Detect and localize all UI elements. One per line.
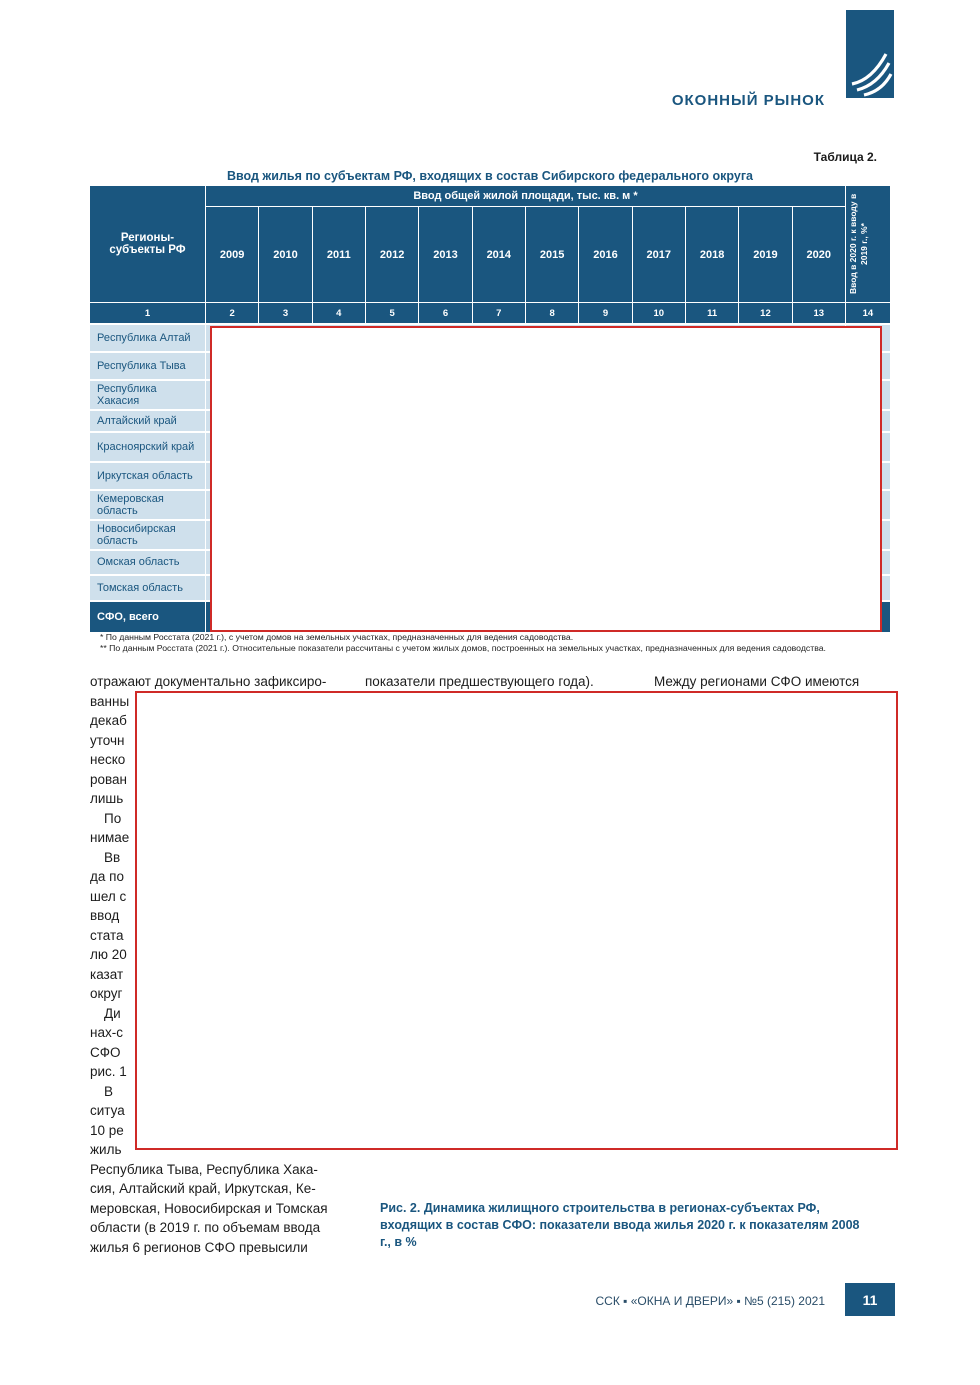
article-line: рис. 1 bbox=[90, 1064, 127, 1079]
column-number: 5 bbox=[366, 303, 418, 323]
article-line: декаб bbox=[90, 713, 127, 728]
span-column-header: Ввод общей жилой площади, тыс. кв. м * bbox=[206, 186, 845, 206]
article-line: Вв bbox=[104, 849, 121, 865]
article-line: ввод bbox=[90, 908, 120, 923]
year-header: 2013 bbox=[419, 207, 471, 302]
column-number: 4 bbox=[313, 303, 365, 323]
table-header bbox=[90, 186, 890, 302]
year-header: 2017 bbox=[633, 207, 685, 302]
year-header: 2014 bbox=[473, 207, 525, 302]
article-column-2 bbox=[365, 672, 617, 692]
column-number: 6 bbox=[419, 303, 471, 323]
total-row-label: СФО, всего bbox=[90, 602, 205, 632]
year-header-row bbox=[206, 207, 845, 302]
year-header: 2015 bbox=[526, 207, 578, 302]
page-number-badge bbox=[845, 1283, 895, 1316]
article-line: В bbox=[104, 1083, 114, 1099]
figure-caption: Рис. 2. Динамика жилищного строительства в регионах-субъектах РФ, входящих в состав СФО: показатели ввода жилья 2020 г. к показателям 2008 г., в % bbox=[380, 1201, 860, 1249]
article-line: сия, Алтайский край, Иркутская, Ке- bbox=[90, 1181, 316, 1196]
page-number: 11 bbox=[862, 1291, 878, 1308]
article-line: шел с bbox=[90, 888, 127, 904]
year-header: 2016 bbox=[579, 207, 631, 302]
article-line: уточн bbox=[90, 732, 125, 748]
article-line: жиль bbox=[90, 1142, 122, 1157]
column-number: 9 bbox=[579, 303, 631, 323]
column-number-row bbox=[90, 303, 890, 323]
year-header: 2019 bbox=[739, 207, 791, 302]
table-footnotes bbox=[100, 632, 890, 654]
article-line: 10 ре bbox=[90, 1122, 124, 1138]
column-number: 1 bbox=[90, 303, 205, 323]
table-label: Таблица 2. bbox=[813, 150, 877, 164]
year-header: 2012 bbox=[366, 207, 418, 302]
table-title: Ввод жилья по субъектам РФ, входящих в состав Сибирского федерального округа bbox=[226, 169, 754, 183]
article-line: показатели предшествующего года). bbox=[365, 674, 594, 689]
column-number: 14 bbox=[846, 303, 890, 323]
year-header: 2020 bbox=[793, 207, 845, 302]
article-line: Республика Тыва, Республика Хака- bbox=[90, 1161, 318, 1177]
region-name: Омская область bbox=[90, 551, 205, 574]
article-line: нимае bbox=[90, 830, 130, 845]
column-number: 11 bbox=[686, 303, 738, 323]
footnote: * По данным Росстата (2021 г.), с учетом домов на земельных участках, предназначенных для ведения садоводства. bbox=[100, 632, 574, 642]
region-name: Томская область bbox=[90, 576, 205, 600]
article-line: округ bbox=[90, 986, 123, 1001]
section-title: ОКОННЫЙ РЫНОК bbox=[671, 92, 825, 109]
column-number: 10 bbox=[633, 303, 685, 323]
figure-redaction-box bbox=[135, 691, 898, 1150]
article-line: области (в 2019 г. по объемам ввода bbox=[90, 1220, 321, 1235]
ratio-column-header: Ввод в 2020 г. к вводу в 2019 г., %* bbox=[846, 186, 890, 302]
article-line: меровская, Новосибирская и Томская bbox=[90, 1200, 328, 1216]
article-line: лю 20 bbox=[90, 947, 127, 962]
article-line: лишь bbox=[90, 791, 124, 806]
region-name: Республика Хакасия bbox=[90, 381, 205, 409]
article-line: жилья 6 регионов СФО превысили bbox=[90, 1239, 308, 1255]
region-name: Алтайский край bbox=[90, 411, 205, 431]
region-name: Кемеровская область bbox=[90, 491, 205, 519]
column-number: 7 bbox=[473, 303, 525, 323]
article-line: ситуа bbox=[90, 1103, 125, 1118]
year-header: 2009 bbox=[206, 207, 258, 302]
footnote: ** По данным Росстата (2021 г.). Относительные показатели рассчитаны с учетом жилых домов, построенных на земельных участках, предназначенных для ведения садоводства. bbox=[100, 643, 826, 653]
article-line: ванны bbox=[90, 693, 130, 709]
article-line: казат bbox=[90, 966, 124, 982]
region-name: Красноярский край bbox=[90, 433, 205, 461]
region-name: Республика Тыва bbox=[90, 353, 205, 379]
region-name: Республика Алтай bbox=[90, 325, 205, 351]
article-line: неско bbox=[90, 752, 126, 767]
column-number: 13 bbox=[793, 303, 845, 323]
article-line: Между регионами СФО имеются bbox=[654, 674, 860, 689]
region-column-header: Регионы-субъекты РФ bbox=[90, 186, 205, 302]
table-header-middle bbox=[206, 186, 845, 302]
column-number: 12 bbox=[739, 303, 791, 323]
region-name: Иркутская область bbox=[90, 463, 205, 489]
column-number: 8 bbox=[526, 303, 578, 323]
table-data-redaction-box bbox=[210, 326, 882, 632]
article-line: Ди bbox=[104, 1005, 121, 1021]
article-column-3 bbox=[640, 672, 892, 692]
year-header: 2010 bbox=[259, 207, 311, 302]
article-line: стата bbox=[90, 927, 124, 943]
year-header: 2018 bbox=[686, 207, 738, 302]
publisher-logo bbox=[846, 10, 894, 98]
article-line: рован bbox=[90, 771, 127, 787]
article-line: отражают документально зафиксиро- bbox=[90, 674, 327, 689]
journal-imprint: ССК ▪ «ОКНА И ДВЕРИ» ▪ №5 (215) 2021 bbox=[595, 1294, 825, 1308]
article-line: СФО bbox=[90, 1044, 121, 1060]
column-number: 3 bbox=[259, 303, 311, 323]
swoosh-logo-icon bbox=[846, 10, 894, 98]
column-number: 2 bbox=[206, 303, 258, 323]
article-line: нах-с bbox=[90, 1025, 123, 1040]
year-header: 2011 bbox=[313, 207, 365, 302]
region-name: Новосибирская область bbox=[90, 521, 205, 549]
article-line: По bbox=[104, 810, 122, 826]
article-line: да по bbox=[90, 869, 124, 884]
